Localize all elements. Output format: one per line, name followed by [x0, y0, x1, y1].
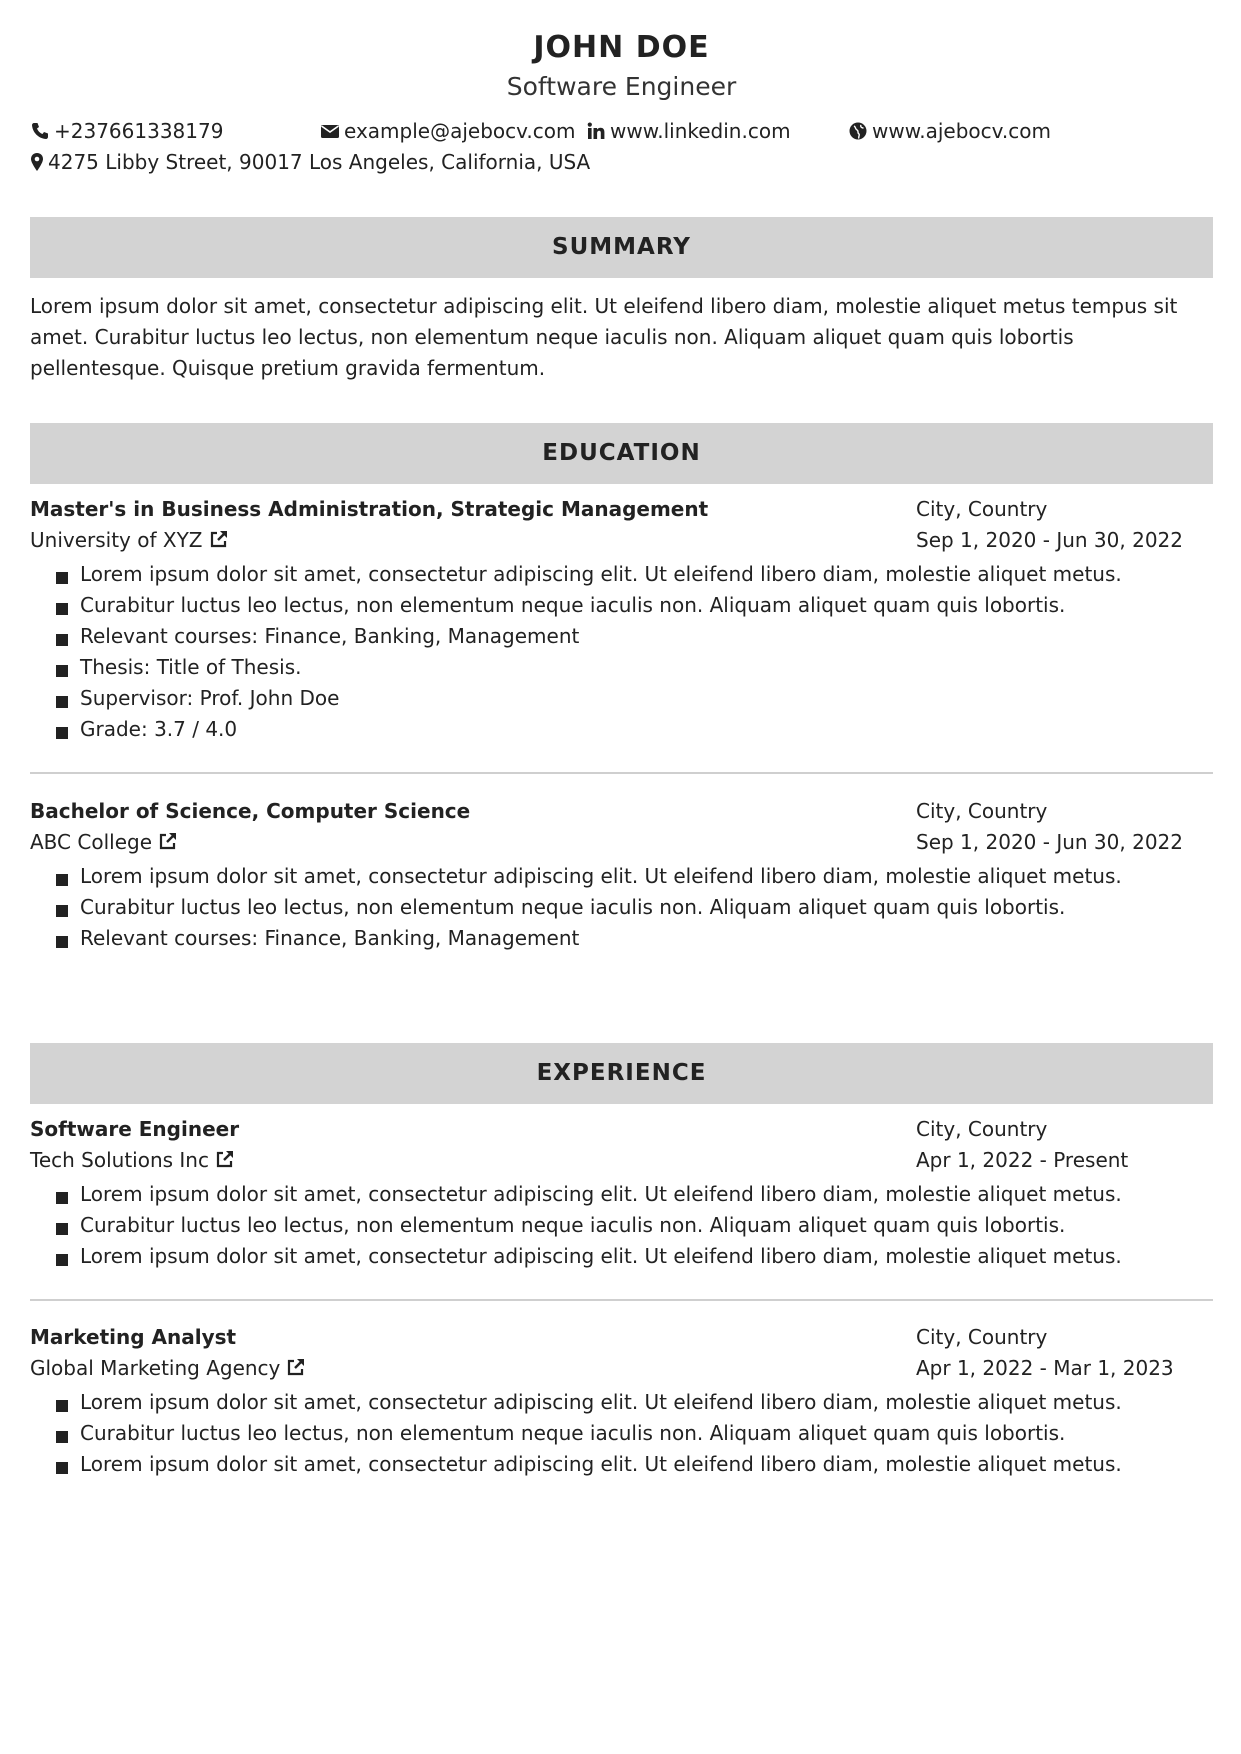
- map-marker-icon: [30, 152, 44, 172]
- bullet-item: Relevant courses: Finance, Banking, Management: [56, 923, 1122, 954]
- resume-page: [30, 0, 1213, 1754]
- bullet-item: Lorem ipsum dolor sit amet, consectetur adipiscing elit. Ut eleifend libero diam, molestie aliquet metus.: [56, 1387, 1122, 1418]
- degree-title: Master's in Business Administration, Strategic Management: [30, 497, 709, 521]
- experience-location: City, Country: [916, 1325, 1048, 1349]
- website-text: www.ajebocv.com: [872, 119, 1051, 143]
- education-dates: Sep 1, 2020 - Jun 30, 2022: [916, 528, 1183, 552]
- phone-icon: [30, 121, 50, 141]
- contact-linkedin[interactable]: [586, 119, 791, 143]
- email-text: example@ajebocv.com: [344, 119, 576, 143]
- external-link-icon[interactable]: [209, 529, 229, 549]
- institution[interactable]: [30, 528, 229, 552]
- experience-location: City, Country: [916, 1117, 1048, 1141]
- education-heading: EDUCATION: [30, 423, 1213, 484]
- contact-address: [30, 150, 590, 174]
- bullet-item: Curabitur luctus leo lectus, non elementum neque iaculis non. Aliquam aliquet quam quis lobortis.: [56, 590, 1122, 621]
- entry-divider: [30, 1299, 1213, 1301]
- linkedin-text: www.linkedin.com: [610, 119, 791, 143]
- bullet-item: Thesis: Title of Thesis.: [56, 652, 1122, 683]
- job-title: Marketing Analyst: [30, 1325, 237, 1349]
- education-location: City, Country: [916, 799, 1048, 823]
- company-name: Tech Solutions Inc: [30, 1148, 209, 1172]
- institution[interactable]: [30, 830, 178, 854]
- globe-icon: [848, 121, 868, 141]
- bullet-list: [56, 1387, 1122, 1480]
- bullet-item: Lorem ipsum dolor sit amet, consectetur adipiscing elit. Ut eleifend libero diam, molestie aliquet metus.: [56, 1449, 1122, 1480]
- bullet-item: Lorem ipsum dolor sit amet, consectetur adipiscing elit. Ut eleifend libero diam, molestie aliquet metus.: [56, 861, 1122, 892]
- education-dates: Sep 1, 2020 - Jun 30, 2022: [916, 830, 1183, 854]
- bullet-item: Lorem ipsum dolor sit amet, consectetur adipiscing elit. Ut eleifend libero diam, molestie aliquet metus.: [56, 1179, 1122, 1210]
- entry-divider: [30, 772, 1213, 774]
- summary-heading: SUMMARY: [30, 217, 1213, 278]
- degree-title: Bachelor of Science, Computer Science: [30, 799, 471, 823]
- job-title: Software Engineer: [30, 1117, 240, 1141]
- education-location: City, Country: [916, 497, 1048, 521]
- bullet-list: [56, 861, 1122, 954]
- bullet-item: Lorem ipsum dolor sit amet, consectetur adipiscing elit. Ut eleifend libero diam, molestie aliquet metus.: [56, 1241, 1122, 1272]
- external-link-icon[interactable]: [158, 831, 178, 851]
- contact-website[interactable]: [848, 119, 1051, 143]
- contact-email[interactable]: [320, 119, 575, 143]
- envelope-icon: [320, 121, 340, 141]
- phone-text: +237661338179: [54, 119, 224, 143]
- bullet-item: Lorem ipsum dolor sit amet, consectetur adipiscing elit. Ut eleifend libero diam, molestie aliquet metus.: [56, 559, 1122, 590]
- experience-heading: EXPERIENCE: [30, 1043, 1213, 1104]
- institution-name: ABC College: [30, 830, 152, 854]
- company-name: Global Marketing Agency: [30, 1356, 281, 1380]
- bullet-list: [56, 559, 1122, 745]
- bullet-item: Curabitur luctus leo lectus, non elementum neque iaculis non. Aliquam aliquet quam quis lobortis.: [56, 1418, 1122, 1449]
- linkedin-icon: [586, 121, 606, 141]
- candidate-title: Software Engineer: [506, 72, 737, 101]
- company[interactable]: [30, 1148, 235, 1172]
- bullet-item: Curabitur luctus leo lectus, non elementum neque iaculis non. Aliquam aliquet quam quis lobortis.: [56, 892, 1122, 923]
- experience-dates: Apr 1, 2022 - Present: [916, 1148, 1129, 1172]
- bullet-list: [56, 1179, 1122, 1272]
- institution-name: University of XYZ: [30, 528, 203, 552]
- external-link-icon[interactable]: [215, 1149, 235, 1169]
- bullet-item: Supervisor: Prof. John Doe: [56, 683, 1122, 714]
- company[interactable]: [30, 1356, 306, 1380]
- external-link-icon[interactable]: [286, 1357, 306, 1377]
- candidate-name: JOHN DOE: [533, 30, 710, 65]
- bullet-item: Curabitur luctus leo lectus, non elementum neque iaculis non. Aliquam aliquet quam quis lobortis.: [56, 1210, 1122, 1241]
- bullet-item: Grade: 3.7 / 4.0: [56, 714, 1122, 745]
- contact-phone[interactable]: [30, 119, 223, 143]
- address-text: 4275 Libby Street, 90017 Los Angeles, California, USA: [48, 150, 591, 174]
- experience-dates: Apr 1, 2022 - Mar 1, 2023: [916, 1356, 1174, 1380]
- bullet-item: Relevant courses: Finance, Banking, Management: [56, 621, 1122, 652]
- summary-text: Lorem ipsum dolor sit amet, consectetur adipiscing elit. Ut eleifend libero diam, molestie aliquet metus tempus sit amet. Curabitur luctus leo lectus, non elementum neque iaculis non. Aliquam aliquet quam quis lobortis pellentesque. Quisque pretium gravida fermentum.: [30, 294, 1178, 380]
